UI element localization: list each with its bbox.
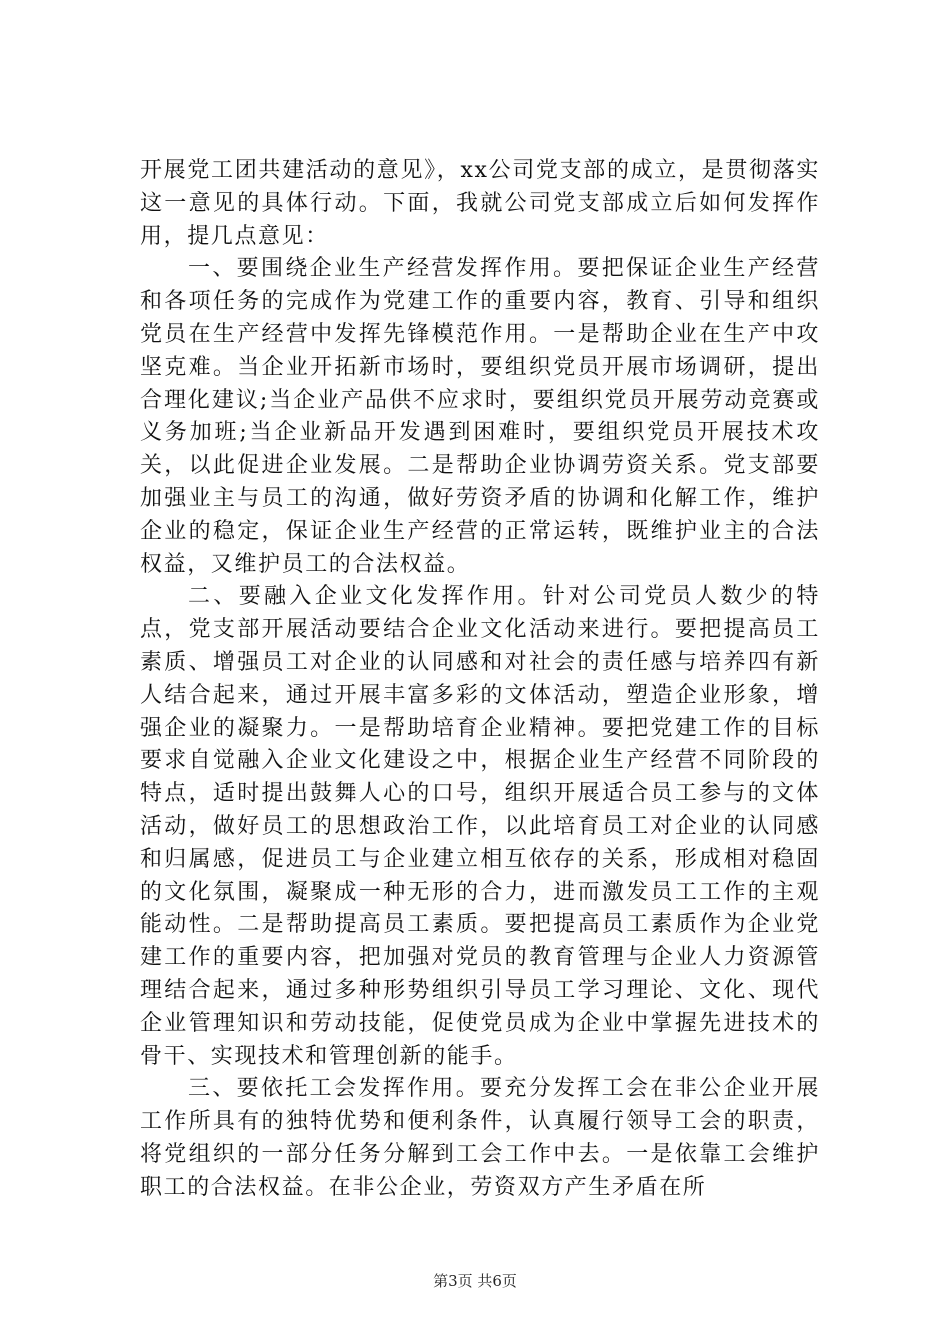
page-number-footer: 第3页 共6页 bbox=[433, 1272, 517, 1290]
paragraph-continuation: 开展党工团共建活动的意见》，xx公司党支部的成立，是贯彻落实这一意见的具体行动。下面，我就公司党支部成立后如何发挥作用，提几点意见： bbox=[140, 158, 820, 249]
document-body bbox=[140, 155, 820, 1205]
paragraph-section-one: 一、要围绕企业生产经营发挥作用。要把保证企业生产经营和各项任务的完成作为党建工作的重要内容，教育、引导和组织党员在生产经营中发挥先锋模范作用。一是帮助企业在生产中攻坚克难。当企业开拓新市场时，要组织党员开展市场调研，提出合理化建议;当企业产品供不应求时，要组织党员开展劳动竞赛或义务加班;当企业新品开发遇到困难时，要组织党员开展技术攻关，以此促进企业发展。二是帮助企业协调劳资关系。党支部要加强业主与员工的沟通，做好劳资矛盾的协调和化解工作，维护企业的稳定，保证企业生产经营的正常运转，既维护业主的合法权益，又维护员工的合法权益。 bbox=[140, 256, 820, 577]
paragraph-section-three: 三、要依托工会发挥作用。要充分发挥工会在非公企业开展工作所具有的独特优势和便利条件，认真履行领导工会的职责，将党组织的一部分任务分解到工会工作中去。一是依靠工会维护职工的合法权益。在非公企业，劳资双方产生矛盾在所 bbox=[140, 1076, 820, 1200]
paragraph-section-two: 二、要融入企业文化发挥作用。针对公司党员人数少的特点，党支部开展活动要结合企业文化活动来进行。要把提高员工素质、增强员工对企业的认同感和对社会的责任感与培养四有新人结合起来，通过开展丰富多彩的文体活动，塑造企业形象，增强企业的凝聚力。一是帮助培育企业精神。要把党建工作的目标要求自觉融入企业文化建设之中，根据企业生产经营不同阶段的特点，适时提出鼓舞人心的口号，组织开展适合员工参与的文体活动，做好员工的思想政治工作，以此培育员工对企业的认同感和归属感，促进员工与企业建立相互依存的关系，形成相对稳固的文化氛围，凝聚成一种无形的合力，进而激发员工工作的主观能动性。二是帮助提高员工素质。要把提高员工素质作为企业党建工作的重要内容，把加强对党员的教育管理与企业人力资源管理结合起来，通过多种形势组织引导员工学习理论、文化、现代企业管理知识和劳动技能，促使党员成为企业中掌握先进技术的骨干、实现技术和管理创新的能手。 bbox=[140, 584, 820, 1069]
